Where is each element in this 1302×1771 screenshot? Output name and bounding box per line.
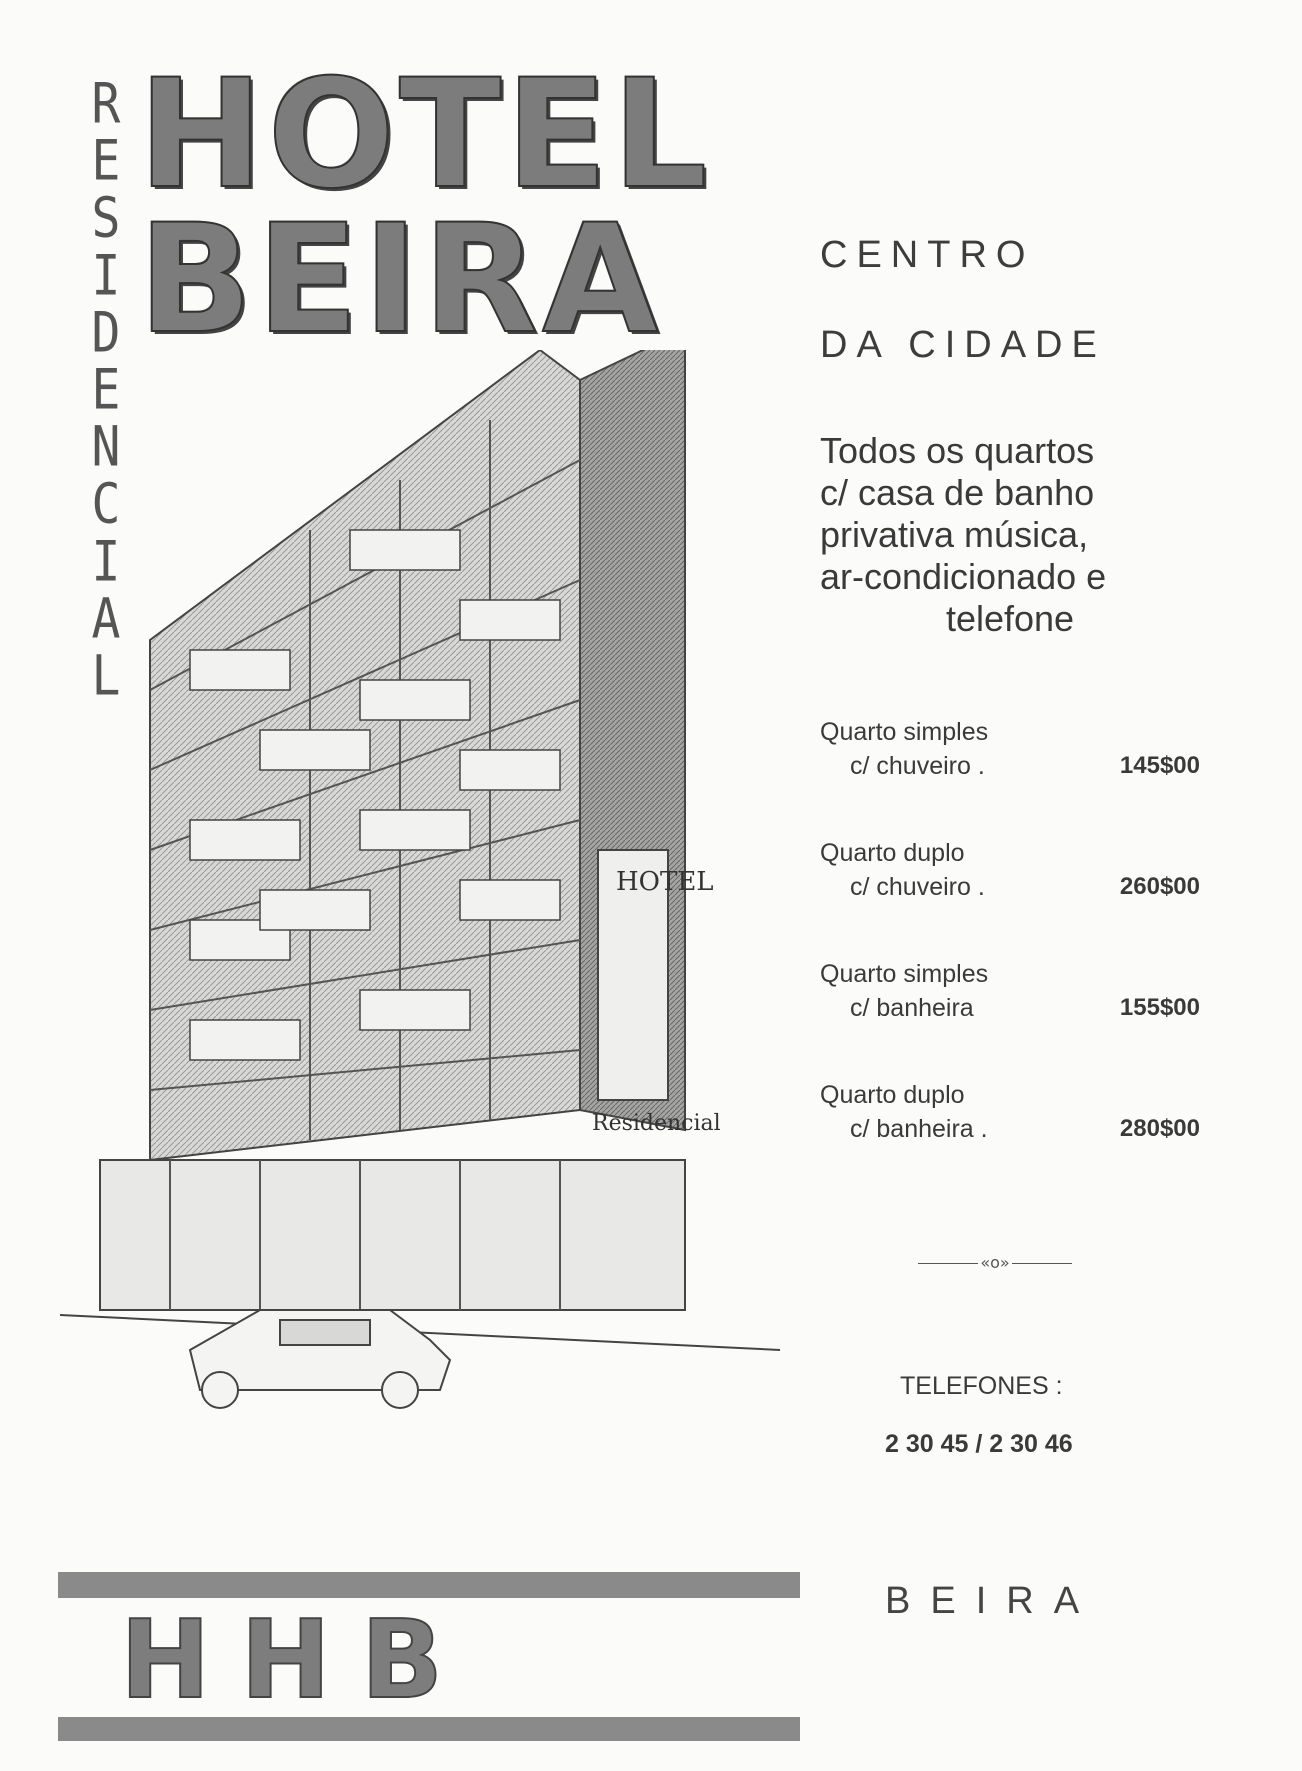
side-letter: N (91, 414, 121, 480)
hotel-logo: HHB (120, 1615, 474, 1705)
tagline-da-cidade: DA CIDADE (820, 324, 1106, 366)
room-type: Quarto duplo (820, 839, 965, 867)
side-letter: D (91, 300, 121, 365)
room-price: 260$00 (1119, 873, 1200, 900)
hotel-building-illustration (60, 350, 780, 1510)
side-letter: L (91, 643, 121, 709)
room-price-item (820, 957, 1200, 1078)
hotel-headline: HOTEL (138, 48, 712, 222)
room-detail: c/ chuveiro . (850, 873, 985, 901)
amenities-text (820, 430, 1200, 640)
room-price: 145$00 (1119, 752, 1200, 779)
room-price: 155$00 (1119, 994, 1200, 1021)
room-price: 280$00 (1119, 1115, 1200, 1142)
side-letter: I (91, 243, 121, 308)
amenities-line: telefone (945, 598, 1075, 639)
room-type: Quarto simples (820, 718, 989, 746)
building-sign-plate: Residencial (592, 1111, 721, 1136)
location-tagline (820, 210, 1200, 390)
room-type: Quarto duplo (820, 1081, 965, 1109)
room-type: Quarto simples (820, 960, 989, 988)
logo-bar-bottom (58, 1717, 800, 1741)
beira-headline: BEIRA (138, 193, 663, 367)
room-detail: c/ banheira (850, 994, 974, 1022)
building-sign-left: HOTEL (616, 867, 714, 897)
room-detail: c/ banheira . (850, 1115, 988, 1143)
telefones-label: TELEFONES : (900, 1372, 1063, 1400)
room-price-item (820, 1078, 1200, 1199)
side-letter: S (91, 186, 121, 251)
separator-glyph: «o» (980, 1253, 1010, 1272)
telefones-numbers: 2 30 45 / 2 30 46 (885, 1430, 1073, 1458)
amenities-line: privativa música, (820, 514, 1089, 555)
side-letter: R (91, 71, 121, 137)
logo-bar-top (58, 1572, 800, 1598)
city-name: BEIRA (885, 1580, 1100, 1622)
ornament-separator (910, 1253, 1080, 1272)
side-letter: I (91, 529, 121, 594)
room-detail: c/ chuveiro . (850, 752, 985, 780)
room-price-item (820, 836, 1200, 957)
amenities-line: ar-condicionado e (820, 556, 1107, 597)
room-price-list (820, 715, 1200, 1199)
amenities-line: Todos os quartos (820, 430, 1095, 471)
side-letter: C (91, 472, 121, 537)
room-price-item (820, 715, 1200, 836)
amenities-line: c/ casa de banho (820, 472, 1095, 513)
side-letter: A (91, 586, 121, 651)
tagline-centro: CENTRO (820, 234, 1035, 276)
side-letter: E (91, 357, 121, 423)
side-letter: E (91, 128, 121, 194)
